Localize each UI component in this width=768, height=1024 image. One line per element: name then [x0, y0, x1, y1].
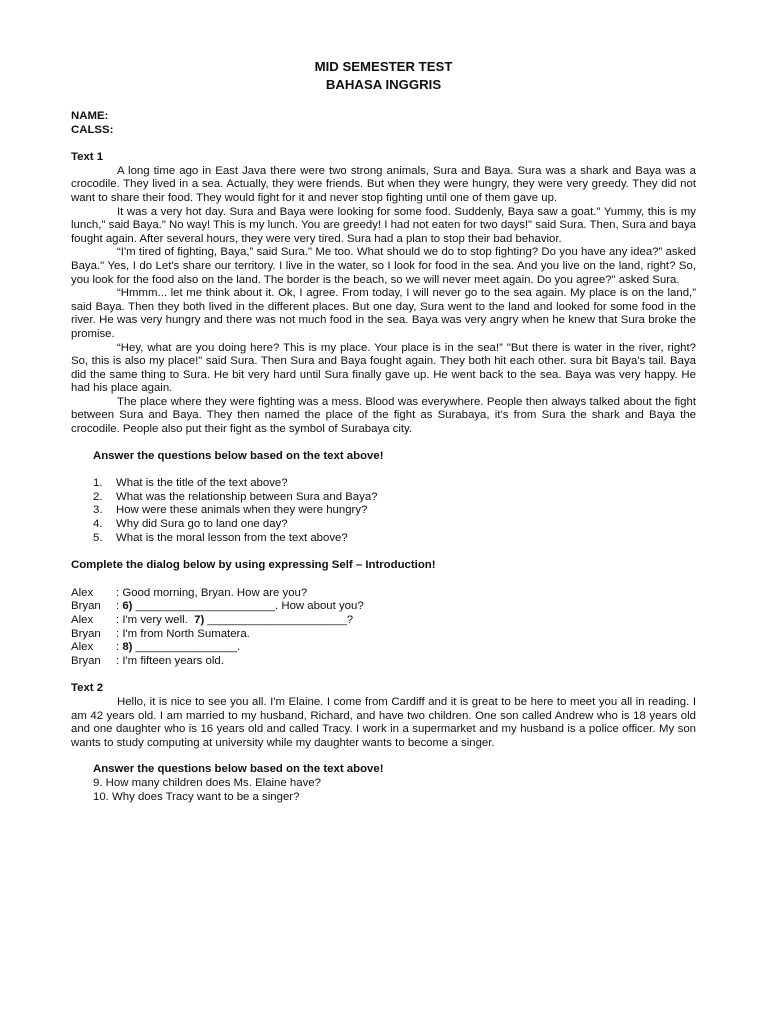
- text1-paragraph: A long time ago in East Java there were two strong animals, Sura and Baya. Sura was a shark and Baya was a crocodile. They lived in a sea. Actually, they were friends. But when they were hungry, they were very greedy. They did not want to share their food. They would fight for it and never stop fighting until one of them gave up.: [71, 164, 696, 204]
- text1-heading: Text 1: [71, 151, 104, 164]
- list-item: [71, 504, 696, 518]
- blank-number: 8): [122, 641, 133, 654]
- answer-blank: ________________.: [132, 641, 241, 654]
- question-number: 1.: [93, 477, 103, 490]
- title-block: [71, 58, 696, 93]
- dialog-line: [71, 587, 696, 601]
- list-item: [71, 518, 696, 532]
- text2-heading: Text 2: [71, 682, 104, 695]
- text1-paragraph: “Hmmm... let me think about it. Ok, I agree. From today, I will never go to the sea again. My place is on the land,” said Baya. Then they both lived in the different places. But one day, Sura went to the land and looked for some food in the river. He was very hungry and there was not much food in the sea. Baya was very angry when he knew that Sura broke the promise.: [71, 287, 696, 340]
- list-item: [71, 477, 696, 491]
- blank-number: 6): [122, 600, 133, 613]
- question-text: What was the relationship between Sura and Baya?: [116, 490, 378, 503]
- question-number: 2.: [93, 490, 103, 503]
- question-number: 4.: [93, 518, 103, 531]
- dialog-speaker: Alex: [71, 586, 94, 599]
- dialog-text: : I'm very well. 7) ______________________?: [116, 614, 354, 626]
- dialog-block: [71, 587, 696, 669]
- dialog-text: : I'm fifteen years old.: [116, 654, 224, 667]
- dialog-speaker: Alex: [71, 641, 94, 654]
- questions1-list: [71, 477, 696, 545]
- text2-paragraph: Hello, it is nice to see you all. I'm Elaine. I come from Cardiff and it is great to be here to meet you all in reading. I am 42 years old. I am married to my husband, Richard, and have two children. One son called Andrew who is 18 years old and one daughter who is 16 years old and called Tracy. I work in a supermarket and my husband is a police officer. My son wants to study computing at university while my daughter wants to become a singer.: [71, 695, 696, 749]
- question-text: How were these animals when they were hungry?: [116, 504, 368, 517]
- dialog-speaker: Bryan: [71, 654, 101, 667]
- dialog-text: : 6) ______________________. How about you?: [116, 600, 364, 613]
- dialog-speaker: Alex: [71, 614, 94, 626]
- question-number: 5.: [93, 531, 103, 544]
- question-item: 9. How many children does Ms. Elaine have?: [93, 776, 321, 789]
- text1-paragraph: “Hey, what are you doing here? This is my place. Your place is in the sea!” "But there is water in the river, right? So, this is also my place!" said Sura. Then Sura and Baya fought again. They both hit each other. sura bit Baya's tail. Baya did the same thing to Sura. He bit very hard until Sura finally gave up. He went back to the sea. Baya was very happy. He had his place again.: [71, 341, 696, 395]
- blank-number: 7): [194, 614, 205, 626]
- page-subtitle: BAHASA INGGRIS: [325, 76, 442, 92]
- text1-paragraph: The place where they were fighting was a mess. Blood was everywhere. People then always talked about the fight between Sura and Baya. They then named the place of the fight as Surabaya, it’s from Sura the shark and Baya the crocodile. People also put their fight as the symbol of Surabaya city.: [71, 395, 696, 436]
- list-item: [71, 491, 696, 505]
- list-item: [71, 532, 696, 546]
- questions1-instruction: Answer the questions below based on the text above!: [93, 449, 384, 462]
- page-title: MID SEMESTER TEST: [314, 59, 453, 74]
- dialog-text: : Good morning, Bryan. How are you?: [116, 586, 308, 599]
- answer-blank: ______________________. How about you?: [132, 600, 364, 613]
- dialog-text: : 8) ________________.: [116, 641, 241, 654]
- question-text: Why did Sura go to land one day?: [116, 518, 288, 531]
- dialog-line: [71, 628, 696, 642]
- answer-blank: ______________________?: [204, 614, 354, 626]
- class-field-label: CALSS:: [71, 123, 114, 136]
- dialog-line: [71, 600, 696, 614]
- questions2-instruction: Answer the questions below based on the text above!: [93, 763, 384, 776]
- dialog-line: [71, 655, 696, 669]
- dialog-speaker: Bryan: [71, 600, 101, 613]
- question-text: What is the title of the text above?: [116, 477, 288, 490]
- name-field-label: NAME:: [71, 110, 109, 122]
- dialog-instruction: Complete the dialog below by using expressing Self – Introduction!: [71, 559, 436, 572]
- dialog-speaker: Bryan: [71, 627, 101, 640]
- text1-paragraph: “I'm tired of fighting, Baya,” said Sura." Me too. What should we do to stop fighting? Do you have any idea?” asked Baya." Yes, I do Let's share our territory. I live in the water, so I look for food in the sea. And you live on the land, right? So, you look for the food also on the land. The border is the beach, so we will never meet again. Do you agree?" asked Sura.: [71, 246, 696, 286]
- text1-paragraph: It was a very hot day. Sura and Baya were looking for some food. Suddenly, Baya saw a goat." Yummy, this is my lunch," said Baya." No way! This is my lunch. You are greedy! I had not eaten for two days!" said Sura. Then, Sura and baya fought again. After several hours, they were very tired. Sura had a plan to stop their bad behavior.: [71, 205, 696, 245]
- question-number: 3.: [93, 504, 103, 517]
- dialog-text: : I'm from North Sumatera.: [116, 627, 250, 640]
- dialog-line: [71, 641, 696, 655]
- dialog-line: [71, 614, 696, 628]
- question-item: 10. Why does Tracy want to be a singer?: [93, 790, 300, 803]
- question-text: What is the moral lesson from the text above?: [116, 531, 348, 544]
